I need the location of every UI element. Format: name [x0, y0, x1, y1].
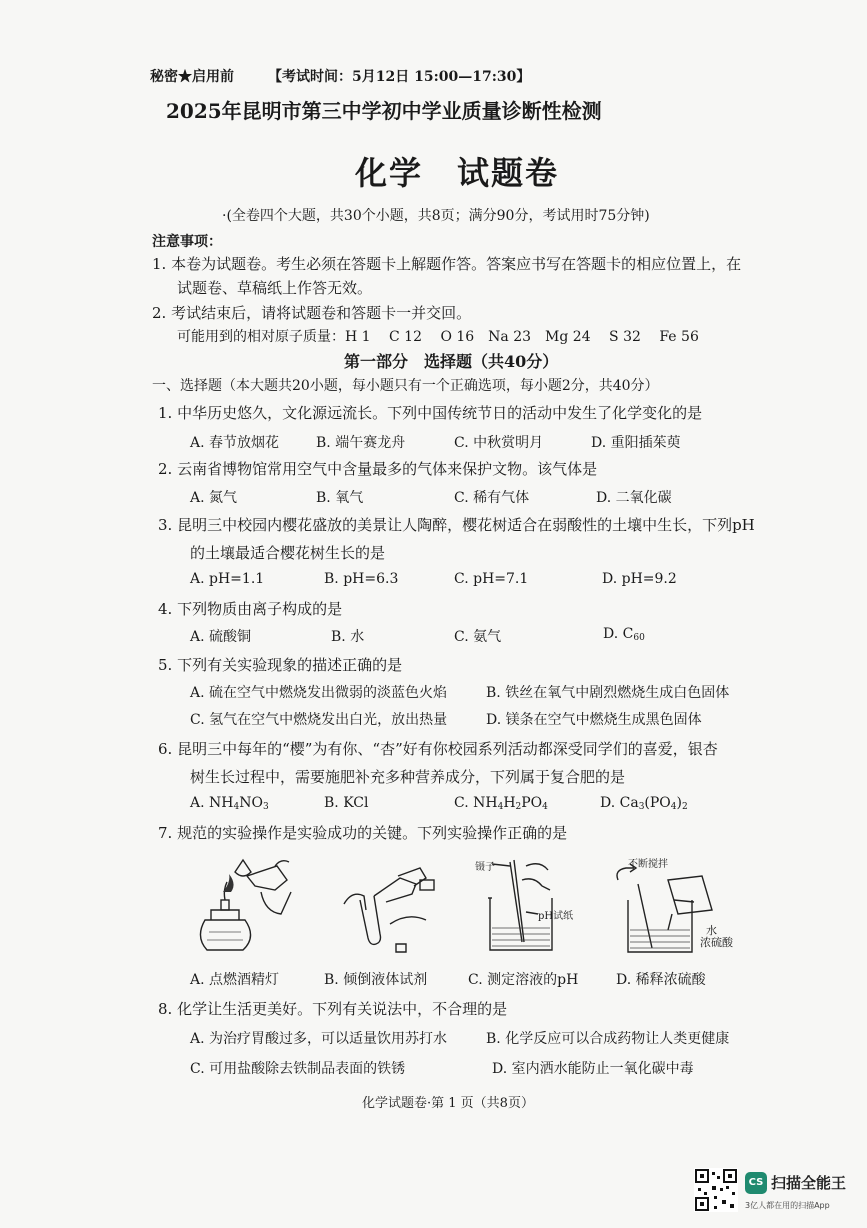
q5-option-d: D. 镁条在空气中燃烧生成黑色固体	[486, 712, 702, 728]
notes-heading: 注意事项：	[152, 234, 222, 250]
q3-stem-line1: 3. 昆明三中校园内樱花盛放的美景让人陶醉，樱花树适合在弱酸性的土壤中生长，下列pH	[158, 516, 755, 534]
q5-option-a: A. 硫在空气中燃烧发出微弱的淡蓝色火焰	[190, 685, 448, 701]
q7-option-b: B. 倾倒液体试剂	[324, 972, 428, 988]
q7-stem: 7. 规范的实验操作是实验成功的关键。下列实验操作正确的是	[158, 824, 568, 842]
q7-option-a: A. 点燃酒精灯	[190, 972, 280, 988]
q1-option-b: B. 端午赛龙舟	[316, 435, 406, 451]
q6-stem-line2: 树生长过程中，需要施肥补充多种营养成分，下列属于复合肥的是	[190, 768, 626, 786]
q6-option-b: B. KCl	[324, 795, 369, 811]
camscanner-logo: CS	[745, 1172, 767, 1194]
q2-option-c: C. 稀有气体	[454, 490, 530, 506]
label-tweezers: 镊子	[475, 862, 495, 873]
q4-stem: 4. 下列物质由离子构成的是	[158, 600, 343, 618]
q1-option-d: D. 重阳插茱萸	[591, 435, 681, 451]
q8-option-b: B. 化学反应可以合成药物让人类更健康	[486, 1031, 730, 1047]
q4-option-b: B. 水	[331, 629, 365, 645]
q4-option-d: D. $C_{60}$	[603, 626, 645, 643]
q1-stem: 1. 中华历史悠久，文化源远流长。下列中国传统节日的活动中发生了化学变化的是	[158, 404, 703, 422]
q2-option-a: A. 氮气	[190, 490, 238, 506]
note-1-line1: 1. 本卷为试题卷。考生必须在答题卡上解题作答。答案应书写在答题卡的相应位置上，在	[152, 255, 742, 273]
q2-stem: 2. 云南省博物馆常用空气中含量最多的气体来保护文物。该气体是	[158, 460, 598, 478]
pouring-liquid-figure	[330, 860, 440, 955]
q3-option-d: D. pH=9.2	[602, 571, 677, 587]
atomic-mass-line: 可能用到的相对原子质量：H 1 C 12 O 16 Na 23 Mg 24 S 32 Fe 56	[177, 329, 699, 345]
q3-option-a: A. pH=1.1	[190, 571, 265, 587]
note-2: 2. 考试结束后，请将试题卷和答题卡一并交回。	[152, 304, 472, 322]
q5-stem: 5. 下列有关实验现象的描述正确的是	[158, 656, 403, 674]
page-footer: 化学试题卷·第 1 页（共8页）	[362, 1096, 534, 1111]
label-ph-paper: pH试纸	[538, 911, 574, 922]
exam-summary: ·(全卷四个大题，共30个小题，共8页；满分90分，考试用时75分钟)	[222, 208, 650, 224]
qr-code	[694, 1168, 738, 1212]
q6-option-d: D. $Ca_3(PO_4)_2$	[600, 795, 688, 812]
q8-option-c: C. 可用盐酸除去铁制品表面的铁锈	[190, 1061, 406, 1077]
camscanner-name: 扫描全能王	[771, 1174, 847, 1192]
section-heading: 一、选择题（本大题共20小题，每小题只有一个正确选项，每小题2分，共40分）	[152, 378, 659, 394]
q8-option-d: D. 室内洒水能防止一氧化碳中毒	[492, 1061, 694, 1077]
q8-stem: 8. 化学让生活更美好。下列有关说法中，不合理的是	[158, 1000, 508, 1018]
q7-option-c: C. 测定溶液的pH	[468, 972, 579, 988]
subject-title: 化学 试题卷	[355, 154, 560, 192]
exam-time: 【考试时间：5月12日 15:00—17:30】	[268, 69, 531, 85]
camscanner-tagline: 3亿人都在用的扫描App	[745, 1201, 830, 1210]
q4-option-a: A. 硫酸铜	[190, 629, 252, 645]
exam-title: 2025年昆明市第三中学初中学业质量诊断性检测	[166, 99, 602, 123]
q1-option-a: A. 春节放烟花	[190, 435, 280, 451]
q4-option-c: C. 氨气	[454, 629, 502, 645]
q3-option-c: C. pH=7.1	[454, 571, 529, 587]
q3-option-b: B. pH=6.3	[324, 571, 399, 587]
q2-option-d: D. 二氧化碳	[596, 490, 672, 506]
part1-title: 第一部分 选择题（共40分）	[344, 352, 559, 371]
q7-option-d: D. 稀释浓硫酸	[616, 972, 706, 988]
q5-option-c: C. 氢气在空气中燃烧发出白光，放出热量	[190, 712, 448, 728]
note-1-line2: 试题卷、草稿纸上作答无效。	[177, 279, 373, 297]
q2-option-b: B. 氧气	[316, 490, 364, 506]
label-water: 水	[706, 924, 717, 937]
alcohol-lamp-figure	[185, 852, 300, 962]
q6-option-c: C. $NH_4H_2PO_4$	[454, 795, 548, 812]
q6-option-a: A. $NH_4NO_3$	[190, 795, 269, 812]
q1-option-c: C. 中秋赏明月	[454, 435, 544, 451]
label-stir: 不断搅拌	[628, 859, 668, 870]
q3-stem-line2: 的土壤最适合樱花树生长的是	[190, 544, 386, 562]
secrecy-label: 秘密★启用前	[150, 69, 234, 85]
label-acid: 浓硫酸	[700, 936, 733, 949]
q5-option-b: B. 铁丝在氧气中剧烈燃烧生成白色固体	[486, 685, 730, 701]
q6-stem-line1: 6. 昆明三中每年的“樱”为有你、“杏”好有你校园系列活动都深受同学们的喜爱，银杏	[158, 740, 718, 758]
q8-option-a: A. 为治疗胃酸过多，可以适量饮用苏打水	[190, 1031, 448, 1047]
